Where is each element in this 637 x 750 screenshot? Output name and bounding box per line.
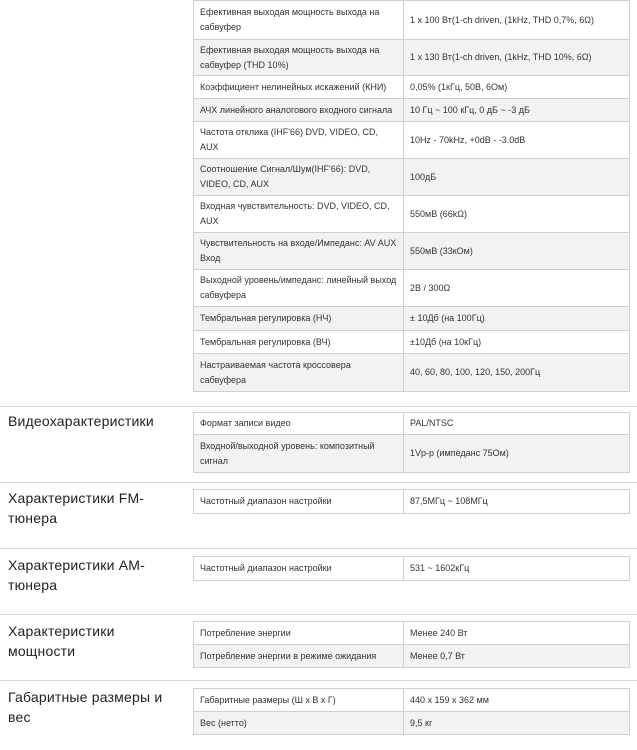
spec-value: PAL/NTSC (404, 413, 630, 435)
spec-key: Коэффициент нелинейных искажений (КНИ) (194, 76, 404, 99)
spec-key: АЧХ линейного аналогового входного сигнала (194, 99, 404, 122)
spec-key: Частота отклика (IHF'66) DVD, VIDEO, CD, AUX (194, 122, 404, 159)
spec-key: Тембральная регулировка (НЧ) (194, 307, 404, 331)
section-divider (0, 482, 637, 483)
table-row (194, 331, 630, 354)
spec-value: 1 x 100 Вт(1-ch driven, (1kHz, THD 0,7%, 6Ω) (404, 1, 630, 40)
spec-key: Входная чувствительность: DVD, VIDEO, CD, AUX (194, 196, 404, 233)
spec-key: Потребление энергии в режиме ожидания (194, 645, 404, 668)
section-divider (0, 614, 637, 615)
spec-value: 1Vp-p (импеданс 75Ом) (404, 435, 630, 473)
table-row (194, 99, 630, 122)
spec-table-power (193, 621, 630, 668)
spec-table-video (193, 412, 630, 473)
spec-value: 0,05% (1кГц, 50В, 6Ом) (404, 76, 630, 99)
spec-value: Менее 240 Вт (404, 622, 630, 645)
spec-key: Габаритные размеры (Ш х В х Г) (194, 689, 404, 712)
table-row (194, 689, 630, 712)
spec-value: Менее 0,7 Вт (404, 645, 630, 668)
section-divider (0, 406, 637, 407)
spec-key: Частотный диапазон настройки (194, 557, 404, 581)
spec-key: Выходной уровень/импеданс: линейный выход сабвуфера (194, 270, 404, 307)
spec-key: Частотный диапазон настройки (194, 490, 404, 514)
spec-value: 10Hz - 70kHz, +0dB - -3.0dB (404, 122, 630, 159)
spec-value: ± 10Дб (на 100Гц) (404, 307, 630, 331)
section-divider (0, 548, 637, 549)
spec-value: 9,5 кг (404, 712, 630, 735)
spec-key: Настраиваемая частота кроссовера сабвуфера (194, 354, 404, 392)
spec-table-am-tuner (193, 556, 630, 581)
spec-key: Ефективная выходая мощность выхода на сабвуфер (THD 10%) (194, 40, 404, 76)
table-row (194, 76, 630, 99)
spec-key: Потребление энергии (194, 622, 404, 645)
spec-table-dimensions (193, 688, 630, 735)
spec-key: Входной/выходной уровень: композитный сигнал (194, 435, 404, 473)
spec-key: Формат записи видео (194, 413, 404, 435)
spec-table-audio (193, 0, 630, 392)
table-row (194, 159, 630, 196)
table-row (194, 196, 630, 233)
table-row (194, 307, 630, 331)
spec-value: 1 x 130 Вт(1-ch driven, (1kHz, THD 10%, 6Ω) (404, 40, 630, 76)
section-title-video: Видеохарактеристики (8, 413, 154, 429)
spec-value: 440 х 159 х 362 мм (404, 689, 630, 712)
spec-value: 87,5МГц ~ 108МГц (404, 490, 630, 514)
table-row (194, 435, 630, 473)
table-row (194, 1, 630, 40)
spec-value: ±10Дб (на 10кГц) (404, 331, 630, 354)
spec-value: 2В / 300Ω (404, 270, 630, 307)
table-row (194, 557, 630, 581)
spec-value: 100дБ (404, 159, 630, 196)
table-row (194, 354, 630, 392)
table-row (194, 712, 630, 735)
spec-key: Тембральная регулировка (ВЧ) (194, 331, 404, 354)
section-title-power: Характеристики мощности (8, 623, 115, 659)
spec-table-fm-tuner (193, 489, 630, 514)
section-divider (0, 680, 637, 681)
table-row (194, 122, 630, 159)
spec-key: Соотношение Сигнал/Шум(IHF'66): DVD, VIDEO, CD, AUX (194, 159, 404, 196)
spec-value: 550мВ (66kΩ) (404, 196, 630, 233)
table-row (194, 413, 630, 435)
section-title-am-tuner: Характеристики АМ-тюнера (8, 557, 145, 593)
table-row (194, 622, 630, 645)
section-title-fm-tuner: Характеристики FM-тюнера (8, 490, 145, 526)
section-title-dimensions: Габаритные размеры и вес (8, 689, 163, 725)
table-row (194, 645, 630, 668)
spec-value: 531 ~ 1602кГц (404, 557, 630, 581)
table-row (194, 490, 630, 514)
table-row (194, 233, 630, 270)
spec-value: 40, 60, 80, 100, 120, 150, 200Гц (404, 354, 630, 392)
table-row (194, 40, 630, 76)
spec-key: Ефективная выходая мощность выхода на сабвуфер (194, 1, 404, 40)
spec-value: 10 Гц ~ 100 кГц, 0 дБ ~ -3 дБ (404, 99, 630, 122)
spec-key: Вес (нетто) (194, 712, 404, 735)
spec-value: 550мВ (33кОм) (404, 233, 630, 270)
table-row (194, 270, 630, 307)
spec-key: Чувствительность на входе/Импеданс: AV AUX Вход (194, 233, 404, 270)
